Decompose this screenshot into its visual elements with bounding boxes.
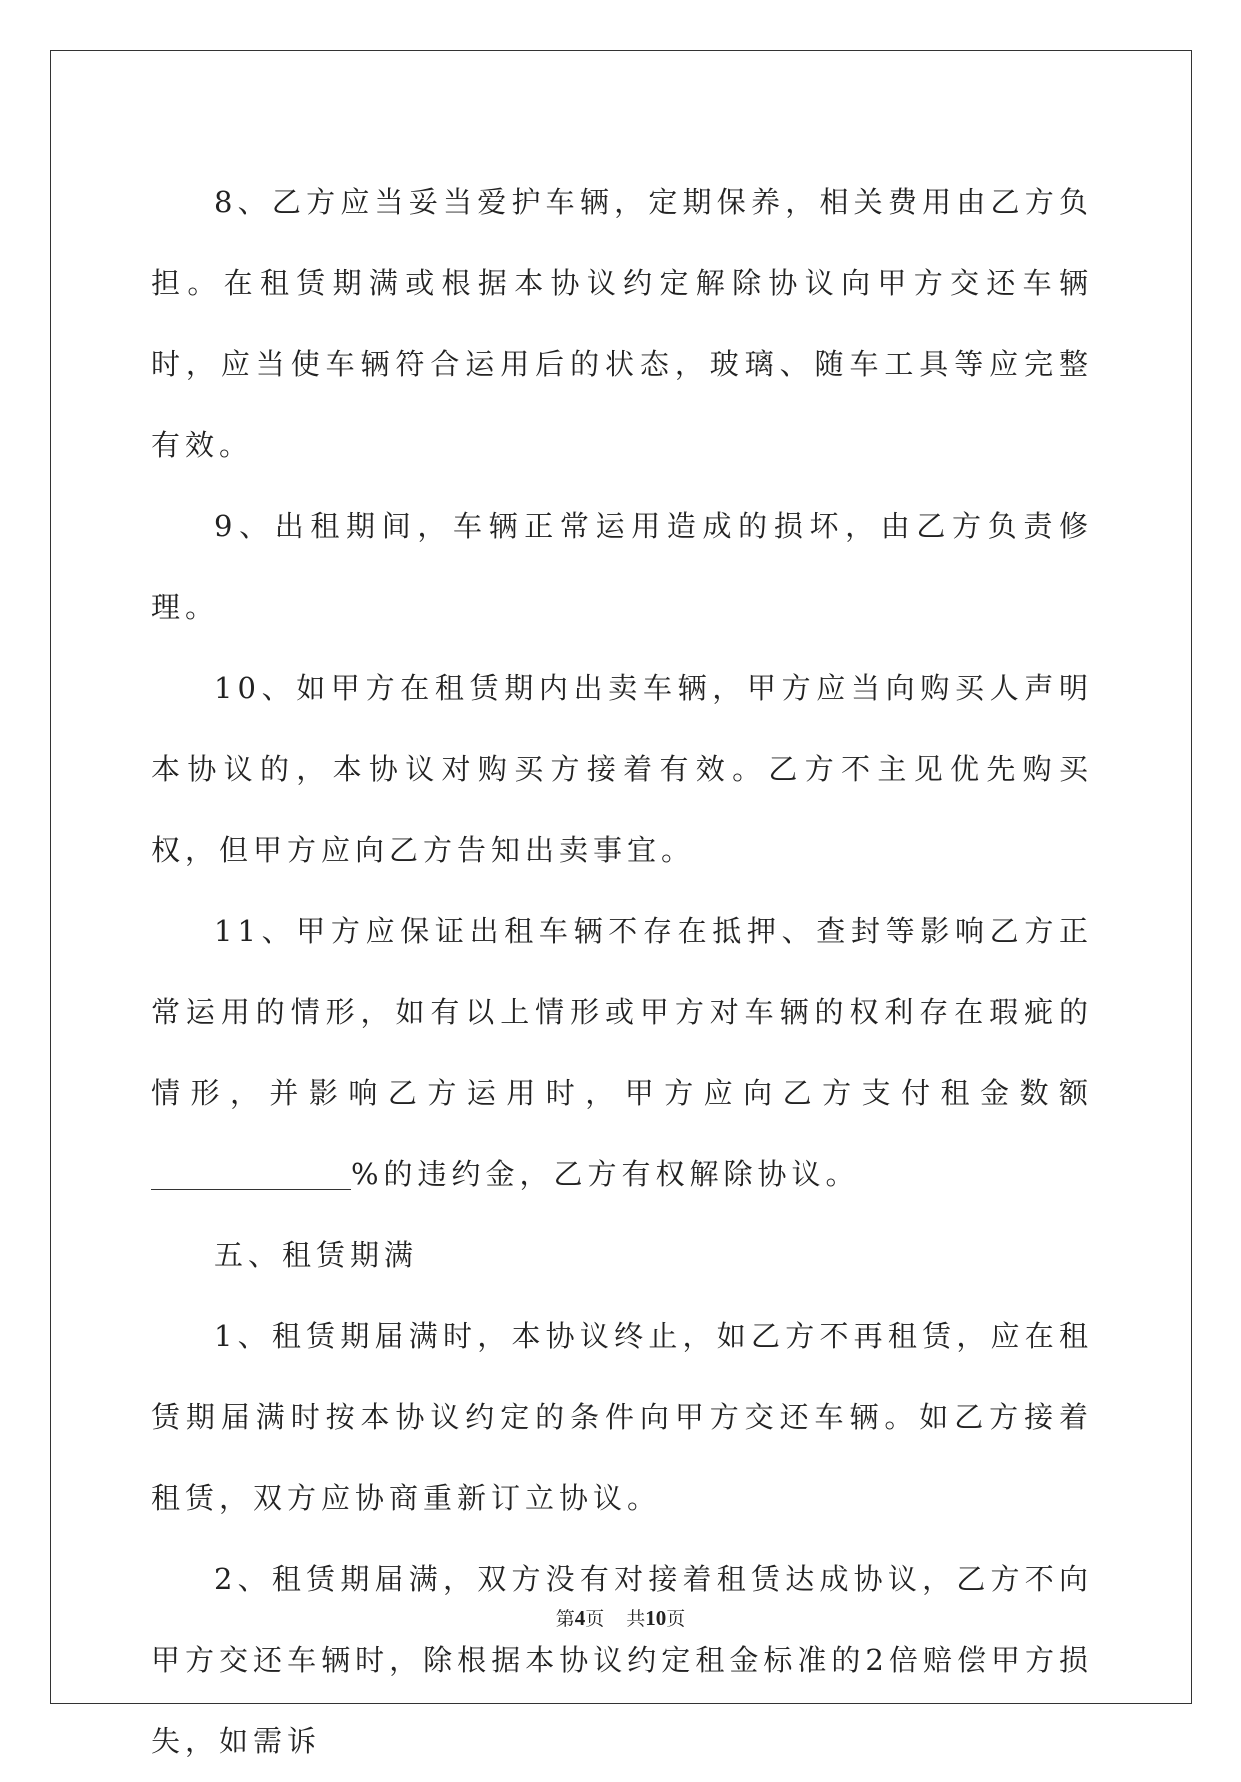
paragraph-5-1: 1、租赁期届满时，本协议终止，如乙方不再租赁，应在租赁期届满时按本协议约定的条件向甲方交还车辆。如乙方接着租赁，双方应协商重新订立协议。	[151, 1319, 1093, 1515]
paragraph-8: 8、乙方应当妥当爱护车辆，定期保养，相关费用由乙方负担。在租赁期满或根据本协议约定解除协议向甲方交还车辆时，应当使车辆符合运用后的状态，玻璃、随车工具等应完整有效。	[151, 185, 1093, 462]
paragraph-11	[151, 891, 1093, 1215]
footer-prefix: 第	[555, 1608, 575, 1630]
fill-in-blank	[151, 1159, 351, 1190]
paragraph-9: 9、出租期间，车辆正常运用造成的损坏，由乙方负责修理。	[151, 509, 1093, 624]
footer-total-pages: 10	[645, 1606, 667, 1630]
paragraph-10: 10、如甲方在租赁期内出卖车辆，甲方应当向购买人声明本协议的，本协议对购买方接着有效。乙方不主见优先购买权，但甲方应向乙方告知出卖事宜。	[151, 671, 1093, 867]
paragraph-11-tail: %的违约金，乙方有权解除协议。	[351, 1157, 860, 1191]
footer-page-number: 4	[574, 1606, 586, 1630]
paragraph-11-text: 11、甲方应保证出租车辆不存在抵押、查封等影响乙方正常运用的情形，如有以上情形或甲方对车辆的权利存在瑕疵的情形，并影响乙方运用时，甲方应向乙方支付租金数额	[151, 914, 1093, 1110]
section-heading-5: 五、租赁期满	[214, 1238, 419, 1272]
footer-page-suffix: 页	[585, 1608, 605, 1630]
footer-total-suffix: 页	[666, 1608, 686, 1630]
page-footer	[0, 1604, 1241, 1631]
paragraph-5-2: 2、租赁期届满，双方没有对接着租赁达成协议，乙方不向甲方交还车辆时，除根据本协议约定租金标准的2倍赔偿甲方损失，如需诉	[151, 1562, 1093, 1758]
document-body	[151, 162, 1093, 1782]
footer-total-prefix: 共	[626, 1608, 646, 1630]
